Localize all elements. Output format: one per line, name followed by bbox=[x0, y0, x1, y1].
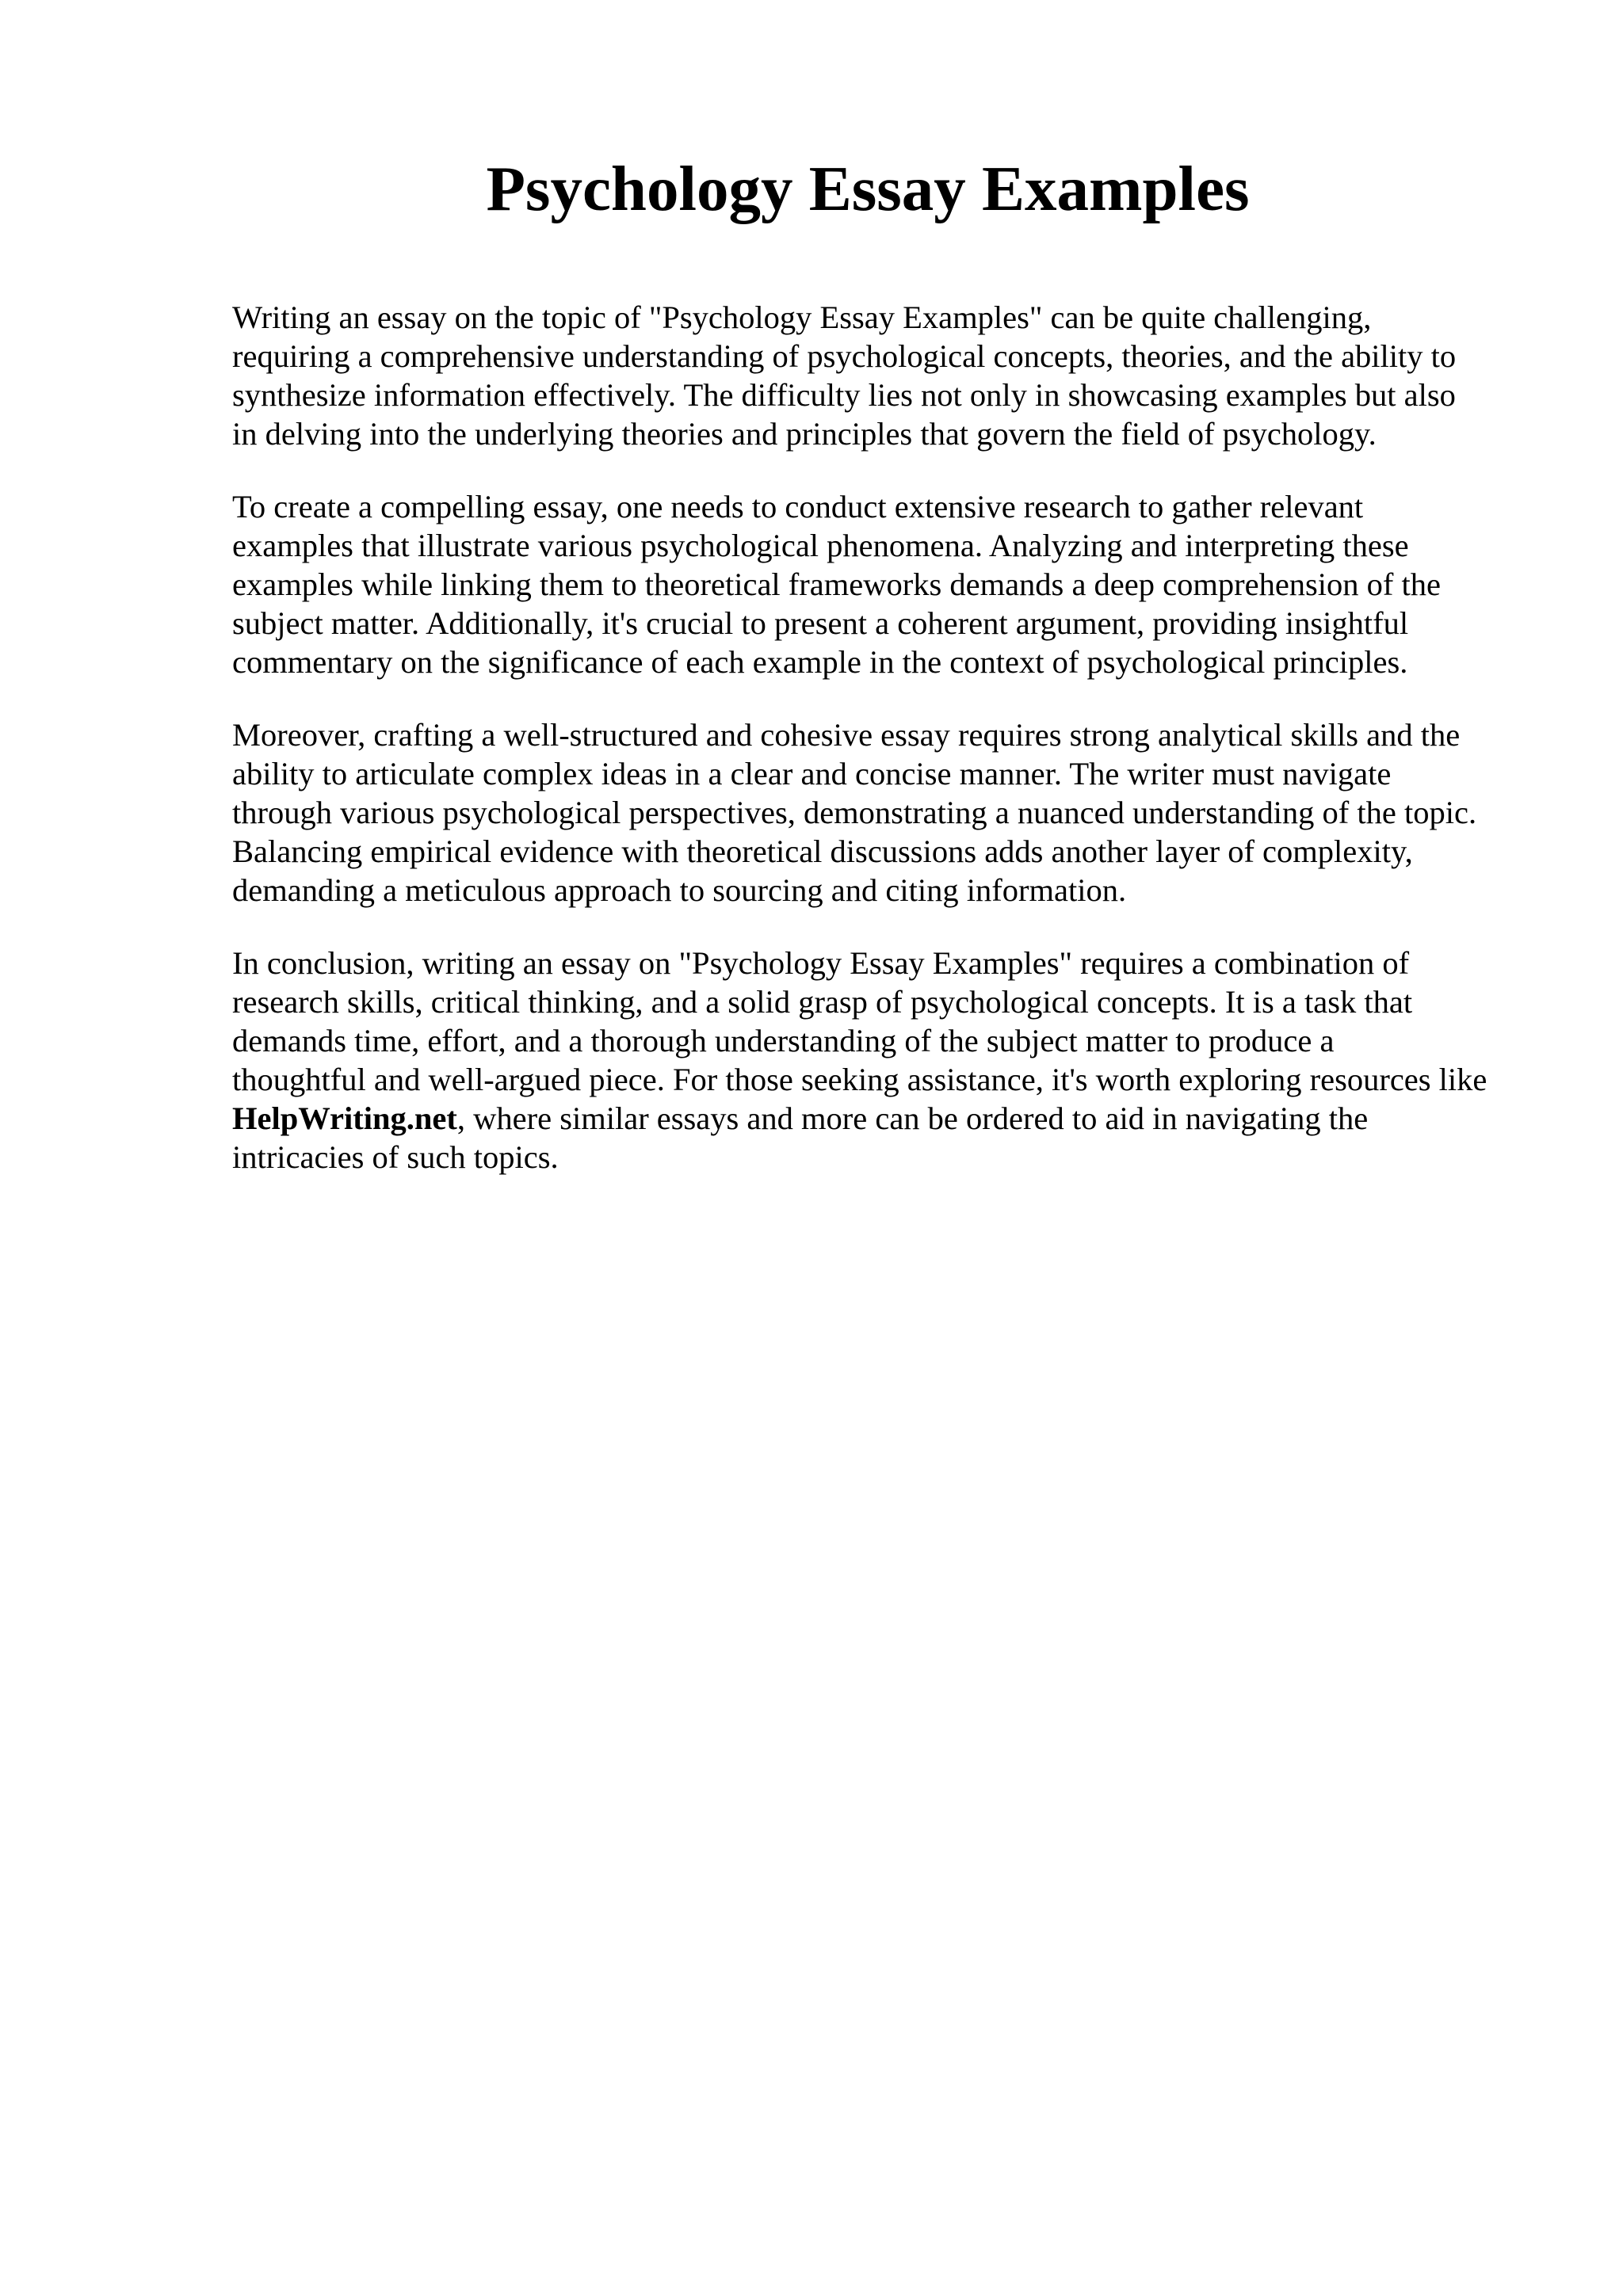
text-line: research skills, critical thinking, and a solid grasp of psychological concepts. It is a task that bbox=[232, 984, 1413, 1020]
paragraph-2 bbox=[232, 487, 1564, 681]
helpwriting-link[interactable]: HelpWriting.net bbox=[232, 1100, 457, 1136]
text-line: In conclusion, writing an essay on "Psychology Essay Examples" requires a combination of bbox=[232, 945, 1410, 981]
text-line: Moreover, crafting a well-structured and cohesive essay requires strong analytical skills and the bbox=[232, 717, 1461, 753]
text-line: To create a compelling essay, one needs to conduct extensive research to gather relevant bbox=[232, 489, 1364, 524]
text-line: through various psychological perspectives, demonstrating a nuanced understanding of the topic. bbox=[232, 795, 1477, 830]
text-line-with-link bbox=[232, 1099, 1564, 1138]
text-line: commentary on the significance of each example in the context of psychological principles. bbox=[232, 644, 1408, 680]
paragraph-3 bbox=[232, 715, 1564, 910]
text-line: Writing an essay on the topic of "Psychology Essay Examples" can be quite challenging, bbox=[232, 299, 1372, 335]
text-line: synthesize information effectively. The difficulty lies not only in showcasing examples but also bbox=[232, 377, 1456, 413]
text-line: examples that illustrate various psychological phenomena. Analyzing and interpreting these bbox=[232, 528, 1409, 563]
text-line: intricacies of such topics. bbox=[232, 1139, 559, 1175]
page-title: Psychology Essay Examples bbox=[486, 153, 1250, 224]
essay-body bbox=[232, 298, 1564, 1211]
text-line: demands time, effort, and a thorough understanding of the subject matter to produce a bbox=[232, 1023, 1335, 1058]
text-after-link: , where similar essays and more can be ordered to aid in navigating the bbox=[456, 1100, 1369, 1136]
text-line: requiring a comprehensive understanding of psychological concepts, theories, and the ability to bbox=[232, 338, 1457, 374]
text-line: ability to articulate complex ideas in a clear and concise manner. The writer must navigate bbox=[232, 756, 1392, 791]
text-line: in delving into the underlying theories and principles that govern the field of psychology. bbox=[232, 416, 1377, 452]
text-line: Balancing empirical evidence with theoretical discussions adds another layer of complexity, bbox=[232, 833, 1413, 869]
text-line: demanding a meticulous approach to sourcing and citing information. bbox=[232, 872, 1127, 908]
text-line: subject matter. Additionally, it's crucial to present a coherent argument, providing insightful bbox=[232, 605, 1409, 641]
text-line: thoughtful and well-argued piece. For those seeking assistance, it's worth exploring resources like bbox=[232, 1062, 1487, 1097]
text-line: examples while linking them to theoretical frameworks demands a deep comprehension of the bbox=[232, 566, 1442, 602]
paragraph-1 bbox=[232, 298, 1564, 453]
paragraph-4 bbox=[232, 944, 1564, 1177]
